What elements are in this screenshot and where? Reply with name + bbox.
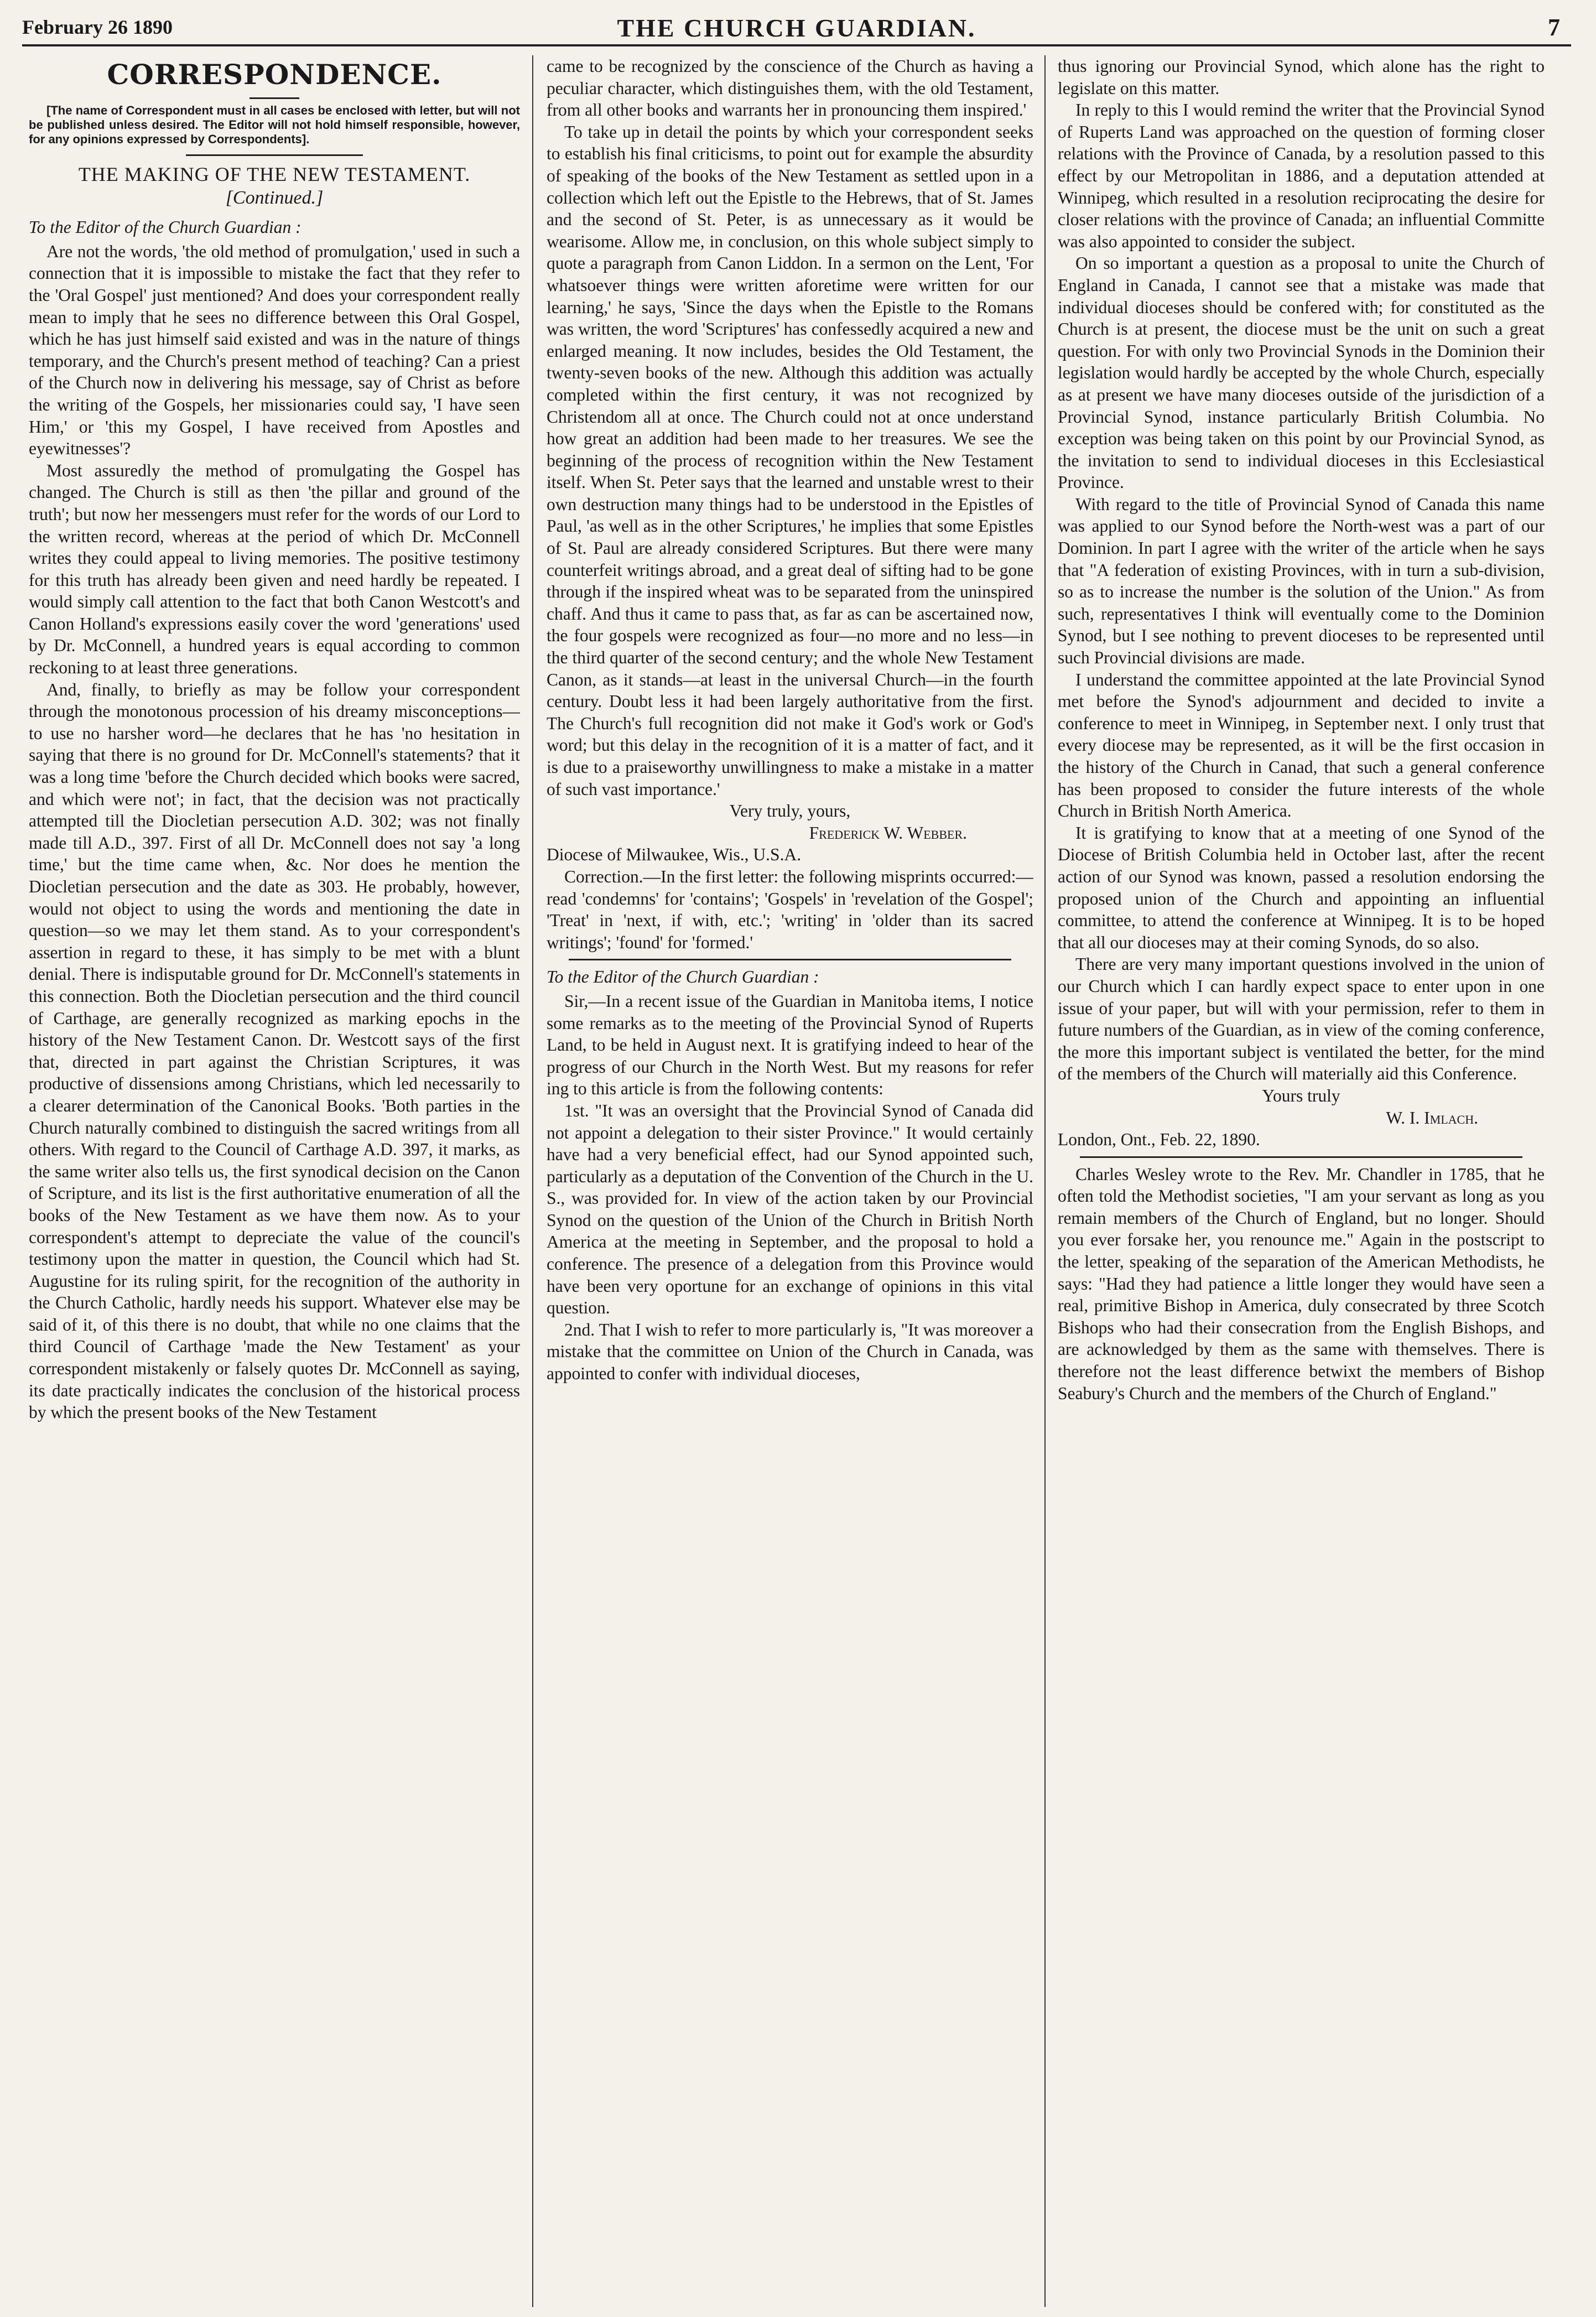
column-3 (1058, 55, 1545, 2008)
column-1 (29, 55, 520, 2310)
issue-date: February 26 1890 (22, 16, 173, 38)
letter-paragraph: On so important a question as a proposal to unite the Church of England in Canada, I cannot see that a mistake was made that individual dioceses should be confered with; for constituted as the Church is at present, the diocese must be the unit on such a great question. For with only two Provincial Synods in the Dominion their legislation would hardly be accepted by the whole Church, especially as at present we have many dioceses outside of the jurisdiction of a Provincial Synod, instance particularly British Columbia. No exception was being taken on this point by our Provincial Synod, as the invitation to send to individual dioceses in this Ecclesiastical Province. (1058, 253, 1545, 492)
letter-place: London, Ont., Feb. 22, 1890. (1058, 1130, 1260, 1150)
article-paragraph: Are not the words, 'the old method of promulgation,' used in such a connection that it is impossible to mistake the fact that they refer to the 'Oral Gospel' just mentioned? And does your correspondent really mean to imply that he sees no difference between this Oral Gospel, which he has just himself said existed and was in the nature of things temporary, and the Church's present method of teaching? Can a priest of the Church now in delivering his message, say of Christ as before the writing of the Gospels, her missionaries could say, 'I have seen Him,' or 'this my Gospel, I have received from Apostles and eyewitnesses'? (29, 241, 520, 459)
letter-paragraph: thus ignoring our Provincial Synod, which alone has the right to legislate on this matter. (1058, 56, 1545, 98)
page-number: 7 (1548, 14, 1560, 41)
letter-paragraph: Sir,—In a recent issue of the Guardian in Manitoba items, I notice some remarks as to the meeting of the Provincial Synod of Ruperts Land, to be held in August next. It is gratifying indeed to hear of the progress of our Church in the North West. But my reasons for refer ing to this article is from the following contents: (547, 991, 1033, 1099)
divider (186, 154, 363, 156)
letter-paragraph: It is gratifying to know that at a meeting of one Synod of the Diocese of British Columbia held in October last, after the recent action of our Synod was known, passed a resolution endorsing the proposed union of the Church and appointing an influential committee, to attend the conference at Winnipeg. It is to be hoped that all our dioceses may at their coming Synods, do so also. (1058, 823, 1545, 952)
letter-place: Diocese of Milwaukee, Wis., U.S.A. (547, 845, 802, 865)
article-title: THE MAKING OF THE NEW TESTAMENT. (78, 163, 471, 185)
letter-paragraph: 1st. "It was an oversight that the Provincial Synod of Canada did not appoint a delegation to their sister Province." It would certainly have had a very beneficial effect, had our Synod appointed such, particularly as a deputation of the Convention of the Church in the U. S., was provided for. In view of the action taken by our Provincial Synod on the question of the Union of the Church in British North America at the meeting in September, and the proposal to hold a conference. The presence of a delegation from this Province would have been very oportune for an exchange of opinions in this vital question. (547, 1100, 1033, 1318)
page-header (22, 11, 1571, 46)
letter-paragraph: 2nd. That I wish to refer to more particularly is, "It was moreover a mistake that the committee on Union of the Church in Canada, was appointed to confer with individual dioceses, (547, 1319, 1033, 1384)
letter-paragraph: There are very many important questions involved in the union of our Church which I can hardly expect space to enter upon in one issue of your paper, but will with your permission, refer to them in future numbers of the Guardian, as in view of the coming conference, the more this important subject is ventilated the better, for the mind of the members of the Church will materially aid this Conference. (1058, 954, 1545, 1084)
divider (569, 959, 1011, 960)
letter-closing: Yours truly (1262, 1085, 1340, 1105)
article-paragraph: And, finally, to briefly as may be follow your correspondent through the monotonous procession of his dreamy misconceptions—to use no harsher word—he declares that he has 'no hesitation in saying that there is no ground for Dr. McConnell's statements? that it was a long time 'before the Church decided which books were sacred, and which were not'; in fact, that the decision was not practically attempted till the Diocletian persecution A.D. 302; was not finally made till A.D., 397. First of all Dr. McConnell does not say 'a long time,' but the time came when, &c. Nor does he mention the Diocletian persecution and the date as 303. He probably, however, would not object to using the words and mentioning the date in question—so we may let them stand. As to your correspondent's assertion in regard to these, it has simply to be met with a blunt denial. There is indisputable ground for Dr. McConnell's statements in this connection. Both the Diocletian persecution and the third council of Carthage, are generally recognized as marking epochs in the history of the New Testament Canon. Dr. Westcott says of the first that, directed in part against the Christian Scriptures, it was productive of dissensions among Christians, which led necessarily to a clearer determination of the Canonical Books. 'Both parties in the Church naturally combined to distinguish the sacred writings from all others. With regard to the Council of Carthage A.D. 397, it marks, as the same writer also tells us, the first synodical decision on the Canon of Scripture, and its list is the first authoritative enumeration of all the books of the New Testament as we have them now. As to your correspondent's attempt to depreciate the value of the council's testimony upon the matter in question, the Council which had St. Augustine for its ruling spirit, for the recognition of the authority in the Church Catholic, hardly needs his support. Whatever else may be said of it, of this there is no doubt, that while no one claims that the third Council of Carthage 'made the New Testament' as your correspondent mistakenly or falsely quotes Dr. McConnell as saying, its date practically indicates the conclusion of the historical process by which the present books of the New Testament (29, 679, 520, 1422)
article-paragraph: To take up in detail the points by which your correspondent seeks to establish his final criticisms, to point out for example the absurdity of speaking of the books of the New Testament as settled upon in a collection which left out the Epistle to the Hebrews, that of St. James and the second of St. Peter, is as unnecessary as it would be wearisome. Allow me, in conclusion, on this whole subject simply to quote a paragraph from Canon Liddon. In a sermon on the Lent, 'For whatsoever things were written aforetime were written for our learning,' he says, 'Since the days when the Epistle to the Romans was written, the word 'Scriptures' has confessedly acquired a new and enlarged meaning. It now includes, besides the Old Testament, the twenty-seven books of the new. Although this addition was actually completed within the first century, it was not recognized by Christendom all at once. The Church could not at once understand how great an addition had been made to her treasures. We see the beginning of the process of recognition within the New Testament itself. When St. Peter says that the learned and unstable wrest to their own destruction many things had to be understood in the Epistles of Paul, 'as well as in the other Scriptures,' he implies that some Epistles of St. Paul are already considered Scriptures. But there were many counterfeit writings abroad, and a great deal of sifting had to be gone through if the inspired wheat was to be separated from the uninspired chaff. And thus it came to pass that, as far as can be ascertained now, the four gospels were recognized as four—no more and no less—in the third quarter of the second century; and the whole New Testament Canon, as it stands—at least in the universal Church—in the fourth century. Doubt less it had been largely authoritative from the first. The Church's full recognition did not make it God's work or God's word; but this delay in the recognition of it is a matter of fact, and it is due to a praiseworthy unwillingness to make a mistake in a matter of such vast importance.' (547, 122, 1033, 799)
letter-paragraph: In reply to this I would remind the writer that the Provincial Synod of Ruperts Land was approached on the question of forming closer relations with the Province of Canada, by a resolution passed to this effect by our Metropolitan in 1886, and a deputation attended at Winnipeg, which resulted in a resolution reciprocating the desire for closer relations with the province of Canada; an influential Committe was also appointed to consider the subject. (1058, 100, 1545, 251)
letter-paragraph: With regard to the title of Provincial Synod of Canada this name was applied to our Synod before the North-west was a part of our Dominion. In part I agree with the writer of the article when he says that "A federation of existing Provinces, with in turn a sub-division, so as to increase the number is the solution of the Union." As from such, representatives I think will eventually come to the Dominion Synod, but I see nothing to prevent dioceses to be represented until such Provincial divisions are made. (1058, 494, 1545, 668)
wesley-paragraph: Charles Wesley wrote to the Rev. Mr. Chandler in 1785, that he often told the Methodist societies, "I am your servant as long as you remain members of the Church of England, but no longer. Should you ever forsake her, you renounce me." Again in the postscript to the letter, speaking of the separation of the American Methodists, he says: "Had they had patience a little longer they would have seen a real, primitive Bishop in America, duly consecrated by three Scotch Bishops who had their consecration from the English Bishops, and are acknowledged by them as the same with themselves. There is therefore not the least difference betwixt the members of Bishop Seabury's Church and the members of the Church of England." (1058, 1164, 1545, 1403)
section-title: CORRESPONDENCE. (107, 58, 442, 91)
article-paragraph: Most assuredly the method of promulgating the Gospel has changed. The Church is still as then 'the pillar and ground of the truth'; but now her messengers must refer for the words of our Lord to the written record, whereas at the period of which Dr. McConnell writes they could appeal to living memories. The positive testimony for this truth has already been given and need hardly be repeated. I would simply call attention to the fact that both Canon Westcott's and Canon Holland's expressions easily cover the word 'generations' used by Dr. McConnell, a hundred years is equal according to common reckoning to at least three generations. (29, 460, 520, 678)
letter-paragraph: I understand the committee appointed at the late Provincial Synod met before the Synod's adjournment and decided to invite a conference to meet in Winnipeg, in September next. I only trust that every diocese may be represented, as it will be the first occasion in the history of the Church in Canad, that such a general conference has been proposed to consider the future interests of the whole Church in British North America. (1058, 669, 1545, 821)
correction-note: Correction.—In the first letter: the following misprints occurred:—read 'condemns' for 'contains'; 'Gospels' in 'revelation of the Gospel'; 'Treat' in 'next, if with, etc.'; 'writing' in 'older than its sacred writings'; 'found' for 'formed.' (547, 866, 1033, 952)
column-rule (532, 55, 533, 2307)
article-subtitle: [Continued.] (225, 187, 324, 208)
article-paragraph: came to be recognized by the conscience of the Church as having a peculiar character, which distinguishes them, with the old Testament, from all other books and warrants her in pronouncing them inspired.' (547, 56, 1033, 120)
divider (249, 97, 299, 99)
salutation: To the Editor of the Church Guardian : (29, 217, 301, 237)
column-rule (1044, 55, 1046, 2307)
editorial-notice: [The name of Correspondent must in all cases be enclosed with letter, but will not be published unless desired. The Editor will not hold himself responsible, however, for any opinions expressed by Correspondents]. (29, 103, 520, 146)
letter-signature: Frederick W. Webber. (809, 823, 967, 843)
column-2 (547, 55, 1033, 2310)
letter-signature: W. I. Imlach. (1386, 1108, 1478, 1128)
salutation: To the Editor of the Church Guardian : (547, 967, 819, 987)
newspaper-title: THE CHURCH GUARDIAN. (617, 14, 976, 42)
letter-closing: Very truly, yours, (729, 801, 851, 821)
divider (1080, 1156, 1522, 1158)
